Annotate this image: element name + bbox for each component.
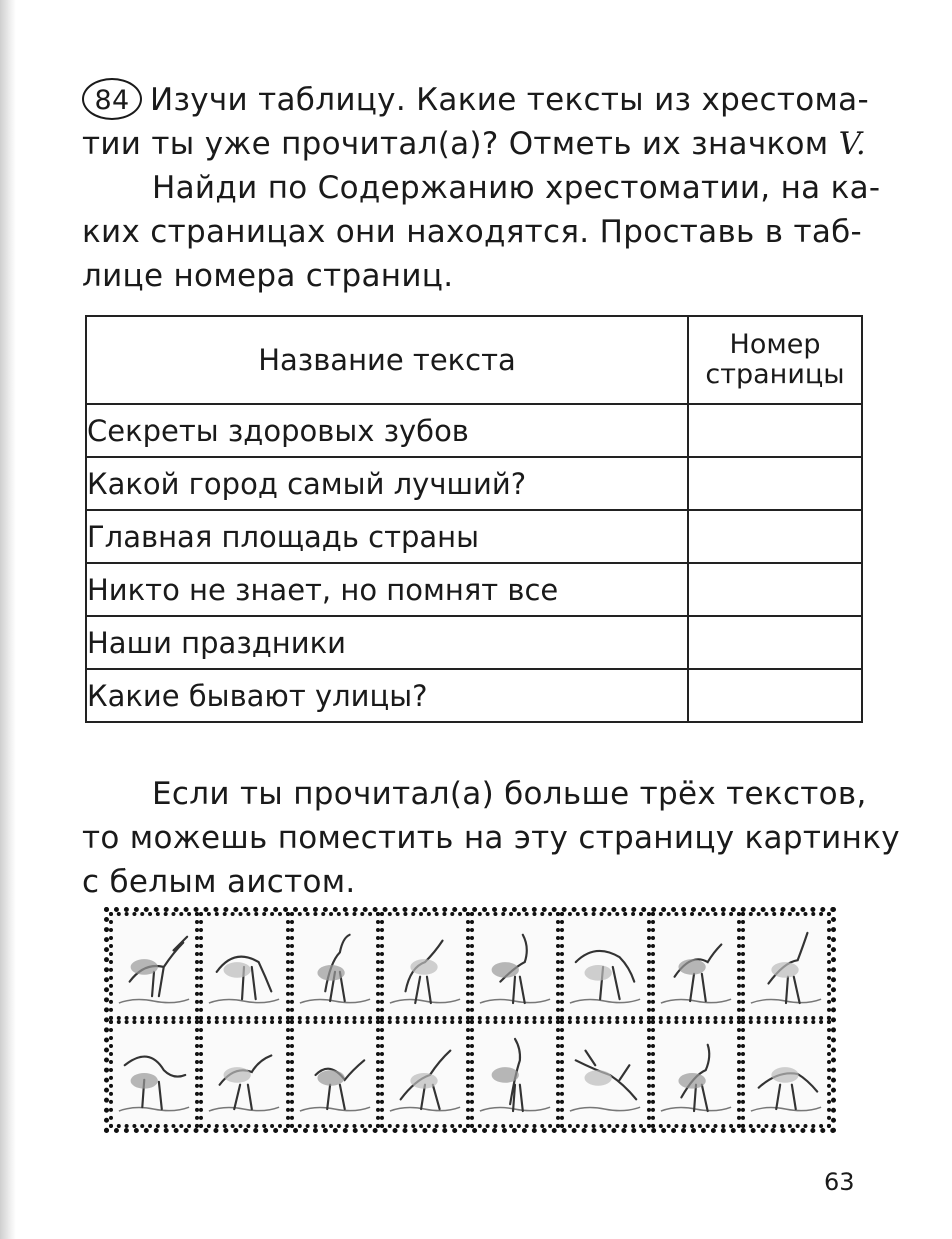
stork-stamp[interactable] [470, 912, 560, 1020]
text-title-cell: Какой город самый лучший? [86, 457, 688, 510]
task-line-4: ких страницах они находятся. Проставь в таб- [82, 214, 863, 250]
stork-stamp[interactable] [470, 1020, 560, 1128]
stork-stamp[interactable] [560, 1020, 650, 1128]
task-number: 84 [82, 78, 142, 120]
stork-icon [115, 923, 193, 1009]
header-page-number [688, 316, 862, 404]
stork-stamp[interactable] [290, 912, 380, 1020]
stork-stamp[interactable] [741, 1020, 831, 1128]
task-text [82, 78, 881, 298]
stork-icon [386, 1031, 464, 1117]
text-title-cell: Никто не знает, но помнят все [86, 563, 688, 616]
stork-icon [566, 1031, 644, 1117]
stork-icon [205, 1031, 283, 1117]
stork-stamp[interactable] [560, 912, 650, 1020]
task-line-3: Найди по Содержанию хрестоматии, на ка- [152, 170, 881, 206]
closing-line-1: Если ты прочитал(а) больше трёх текстов, [152, 776, 867, 812]
task-line-5: лице номера страниц. [82, 258, 454, 294]
stork-icon [657, 1031, 735, 1117]
task-line-2 [82, 122, 872, 166]
table-row [86, 616, 862, 669]
stork-icon [747, 1031, 825, 1117]
table-row [86, 563, 862, 616]
page-edge-shadow [0, 0, 16, 1239]
stork-stamp[interactable] [651, 912, 741, 1020]
text-title-cell: Какие бывают улицы? [86, 669, 688, 722]
closing-line-3: с белым аистом. [82, 864, 356, 900]
stork-icon [476, 1031, 554, 1117]
header-text-title: Название текста [86, 316, 688, 404]
page-number-cell[interactable] [688, 563, 862, 616]
task-line-1 [82, 78, 872, 122]
stork-stamp[interactable] [741, 912, 831, 1020]
table-row [86, 457, 862, 510]
stamp-grid [104, 907, 836, 1133]
stork-icon [566, 923, 644, 1009]
task-line-2-text: тии ты уже прочитал(а)? Отметь их значком [82, 126, 829, 162]
page-number-cell[interactable] [688, 669, 862, 722]
stork-stamp[interactable] [651, 1020, 741, 1128]
table-header-row [86, 316, 862, 404]
check-mark-icon: V. [838, 126, 867, 162]
table-row [86, 510, 862, 563]
stork-icon [476, 923, 554, 1009]
closing-text [82, 772, 900, 904]
stork-icon [747, 923, 825, 1009]
stork-icon [386, 923, 464, 1009]
text-title-cell: Секреты здоровых зубов [86, 404, 688, 457]
page-number-cell[interactable] [688, 510, 862, 563]
stork-icon [115, 1031, 193, 1117]
stork-icon [205, 923, 283, 1009]
page-number-cell[interactable] [688, 616, 862, 669]
texts-table [85, 315, 863, 723]
page-number-cell[interactable] [688, 404, 862, 457]
header-page-line-2: страницы [705, 359, 845, 390]
stork-icon [296, 1031, 374, 1117]
stork-stamps-sheet [104, 907, 836, 1133]
page-number-cell[interactable] [688, 457, 862, 510]
page-number: 63 [824, 1168, 855, 1196]
table-row [86, 669, 862, 722]
closing-line-2: то можешь поместить на эту страницу картинку [82, 820, 900, 856]
stork-stamp[interactable] [109, 1020, 199, 1128]
stork-icon [657, 923, 735, 1009]
stork-stamp[interactable] [109, 912, 199, 1020]
stork-icon [296, 923, 374, 1009]
stork-stamp[interactable] [199, 912, 289, 1020]
stork-stamp[interactable] [199, 1020, 289, 1128]
stork-stamp[interactable] [290, 1020, 380, 1128]
text-title-cell: Наши праздники [86, 616, 688, 669]
task-line-1-text: Изучи таблицу. Какие тексты из хрестома- [150, 82, 869, 118]
header-page-line-1: Номер [729, 329, 821, 360]
stork-stamp[interactable] [380, 1020, 470, 1128]
stork-stamp[interactable] [380, 912, 470, 1020]
text-title-cell: Главная площадь страны [86, 510, 688, 563]
table-row [86, 404, 862, 457]
